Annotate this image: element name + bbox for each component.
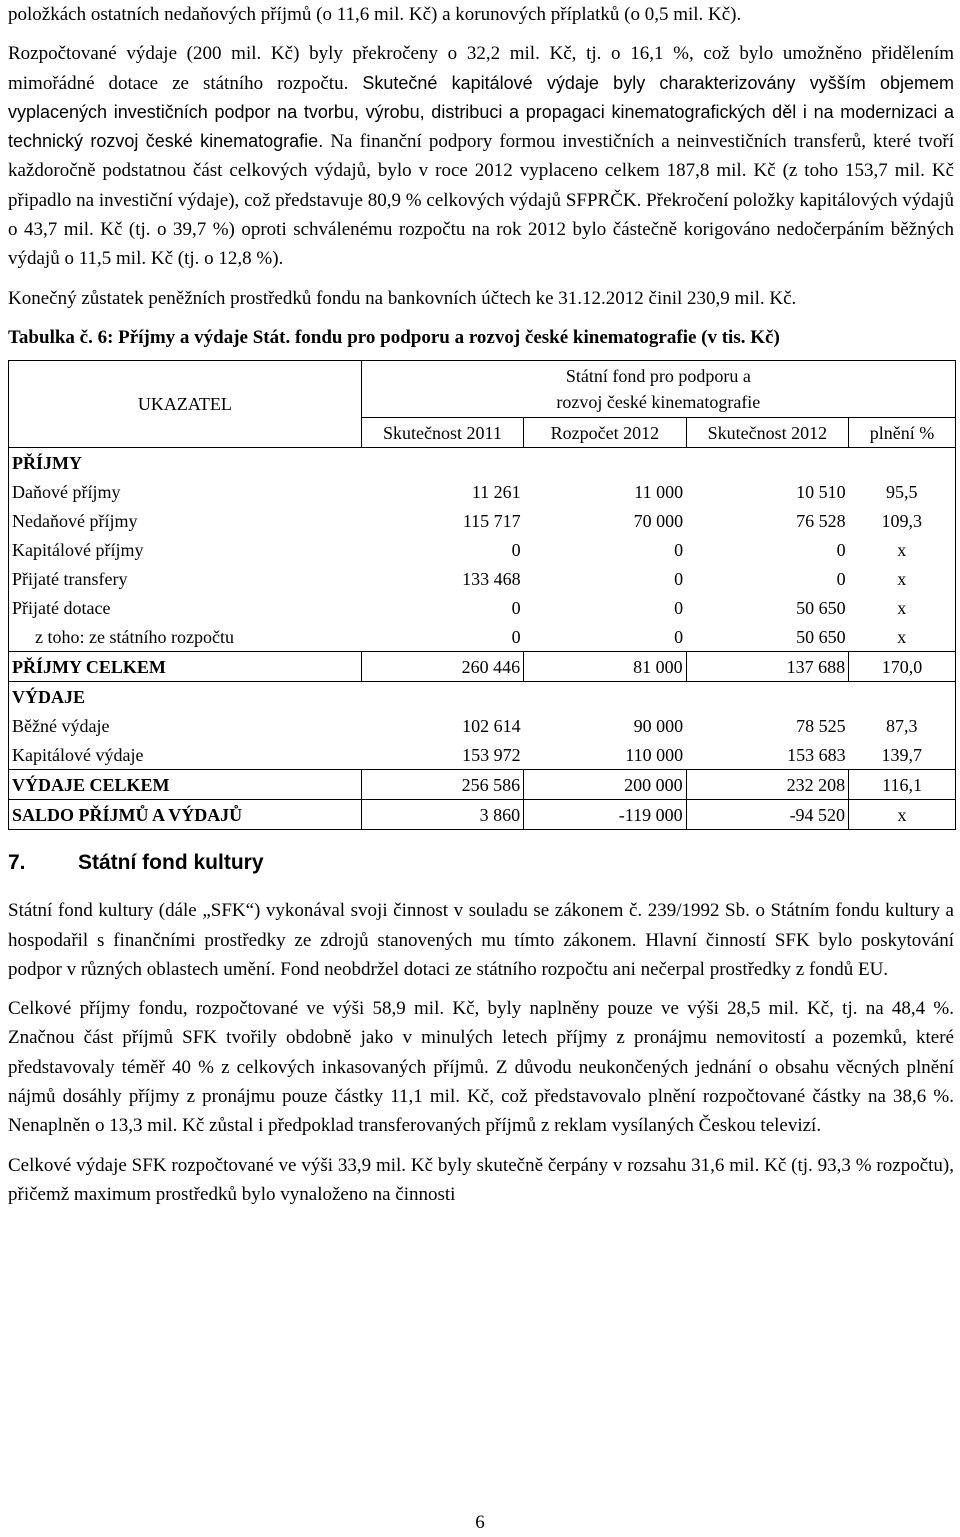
row-label: PŘÍJMY CELKEM [9, 652, 362, 682]
table-row [9, 506, 956, 535]
cell-value: 87,3 [849, 711, 956, 740]
page-number: 6 [475, 1512, 485, 1533]
cell-value: 11 000 [634, 482, 684, 503]
cell-value: 116,1 [849, 770, 956, 800]
cell-value: 232 208 [686, 770, 848, 800]
paragraph-expenses [8, 39, 954, 273]
table-row [9, 593, 956, 622]
row-label: Kapitálové výdaje [9, 740, 362, 770]
cell-value: 0 [511, 540, 521, 561]
row-label: VÝDAJE CELKEM [9, 770, 362, 800]
indicator-header: UKAZATEL [9, 361, 362, 448]
paragraph-expenses-capital: Skutečné kapitálové výdaje byly charakterizovány vyšším objemem vyplacených investičních podpor na tvorbu, výrobu, distribuci a propagaci kinematografických děl i na modernizaci a technický rozvoj české kinematografie. [8, 72, 954, 152]
table-row [9, 564, 956, 593]
cell-value: 0 [511, 598, 521, 619]
section-row-expenses [9, 682, 956, 712]
row-label: Daňové příjmy [9, 477, 362, 506]
cell-value: 50 650 [796, 627, 846, 648]
row-label: Nedaňové příjmy [9, 506, 362, 535]
income-expense-table [8, 360, 956, 830]
table-row [9, 535, 956, 564]
cell-value: 109,3 [849, 506, 956, 535]
section-heading [8, 848, 954, 878]
cell-value: 11 261 [471, 482, 521, 503]
table-row [9, 622, 956, 652]
cell-value: 3 860 [361, 800, 523, 830]
total-row-expenses [9, 770, 956, 800]
row-label: z toho: ze státního rozpočtu [9, 622, 362, 652]
cell-value: 0 [674, 540, 684, 561]
cell-value: -119 000 [524, 800, 686, 830]
table-caption: Tabulka č. 6: Příjmy a výdaje Stát. fondu pro podporu a rozvoj české kinematografie (v tis. Kč) [8, 326, 780, 348]
column-header: Skutečnost 2012 [686, 418, 848, 448]
paragraph-final-balance: Konečný zůstatek peněžních prostředků fondu na bankovních účtech ke 31.12.2012 činil 230,9 mil. Kč. [8, 287, 797, 309]
cell-value: 95,5 [849, 477, 956, 506]
column-header: plnění % [849, 418, 956, 448]
cell-value: 115 717 [462, 511, 521, 532]
cell-value: -94 520 [686, 800, 848, 830]
total-row-income [9, 652, 956, 682]
cell-value: 81 000 [524, 652, 686, 682]
cell-value: 50 650 [796, 598, 846, 619]
cell-value: x [849, 800, 956, 830]
cell-value: x [849, 593, 956, 622]
cell-value: 110 000 [625, 745, 684, 766]
cell-value: 78 525 [796, 716, 846, 737]
cell-value: 0 [674, 569, 684, 590]
cell-value: 133 468 [462, 569, 521, 590]
cell-value: 139,7 [849, 740, 956, 770]
cell-value: 0 [674, 598, 684, 619]
cell-value: 200 000 [524, 770, 686, 800]
paragraph-expenses-budget: Rozpočtované výdaje (200 mil. Kč) byly překročeny o 32,2 mil. Kč, tj. o 16,1 %, což bylo umožněno přidělením mimořádné dotace ze státního rozpočtu. [8, 43, 954, 94]
cell-value: 102 614 [462, 716, 521, 737]
fund-group-header [361, 361, 955, 418]
row-label: Přijaté dotace [9, 593, 362, 622]
cell-value: x [849, 622, 956, 652]
cell-value: x [849, 564, 956, 593]
row-label: Běžné výdaje [9, 711, 362, 740]
cell-value: 0 [511, 627, 521, 648]
section-label: PŘÍJMY [9, 448, 362, 478]
cell-value: 0 [836, 569, 846, 590]
fund-group-header-line2: rozvoj české kinematografie [556, 392, 761, 413]
cell-value: 0 [674, 627, 684, 648]
cell-value: 256 586 [361, 770, 523, 800]
row-label: SALDO PŘÍJMŮ A VÝDAJŮ [9, 800, 362, 830]
column-header: Skutečnost 2011 [361, 418, 523, 448]
paragraph-sfk-income: Celkové příjmy fondu, rozpočtované ve výši 58,9 mil. Kč, byly naplněny pouze ve výši 28,5 mil. Kč, tj. na 48,4 %. Značnou část příjmů SFK tvořily obdobně jako v minulých letech příjmy z pronájmu nemovitostí a pozemků, které představovaly téměř 40 % z celkových inkasovaných příjmů. Z důvodu neukončených jednání o obsahu věcných plnění nájmů dosáhly příjmy z pronájmu pouze částky 11,1 mil. Kč, což představovalo plnění rozpočtované částky na 38,6 %. Nenaplněn o 13,3 mil. Kč zůstal i předpoklad transferovaných příjmů z reklam vysílaných Českou televizí. [8, 998, 954, 1137]
cell-value: 137 688 [686, 652, 848, 682]
cell-value: x [849, 535, 956, 564]
row-label: Přijaté transfery [9, 564, 362, 593]
table-row [9, 477, 956, 506]
cell-value: 70 000 [633, 511, 684, 532]
section-title: Státní fond kultury [78, 851, 264, 875]
table-row [9, 711, 956, 740]
paragraph-sfk-intro: Státní fond kultury (dále „SFK“) vykonával svoji činnost v souladu se zákonem č. 239/1992 Sb. o Státním fondu kultury a hospodařil s finančními prostředky ze zdrojů stanovených mu tímto zákonem. Hlavní činností SFK bylo poskytování podpor v různých oblastech umění. Fond neobdržel dotaci ze státního rozpočtu ani nečerpal prostředky z fondů EU. [8, 900, 954, 980]
cell-value: 170,0 [849, 652, 956, 682]
table-row [9, 740, 956, 770]
paragraph-income-items: položkách ostatních nedaňových příjmů (o 11,6 mil. Kč) a korunových příplatků (o 0,5 mil. Kč). [8, 4, 742, 25]
section-label: VÝDAJE [9, 682, 362, 712]
cell-value: 10 510 [796, 482, 846, 503]
cell-value: 90 000 [633, 716, 684, 737]
document-page [8, 0, 954, 1209]
cell-value: 76 528 [796, 511, 846, 532]
cell-value: 153 972 [462, 745, 521, 766]
cell-value: 0 [836, 540, 846, 561]
table-header-row [9, 361, 956, 418]
fund-group-header-line1: Státní fond pro podporu a [565, 366, 751, 387]
section-number: 7. [8, 851, 26, 875]
cell-value: 260 446 [361, 652, 523, 682]
row-label: Kapitálové příjmy [9, 535, 362, 564]
balance-row [9, 800, 956, 830]
section-row-income [9, 448, 956, 478]
paragraph-expenses-transfers: Na finanční podpory formou investičních a neinvestičních transferů, které tvoří každoročně podstatnou část celkových výdajů, bylo v roce 2012 vyplaceno celkem 187,8 mil. Kč (z toho 153,7 mil. Kč připadlo na investiční výdaje), což představuje 80,9 % celkových výdajů SFPRČK. Překročení položky kapitálových výdajů o 43,7 mil. Kč (tj. o 39,7 %) oproti schválenému rozpočtu na rok 2012 bylo částečně korigováno nedočerpáním běžných výdajů o 11,5 mil. Kč (tj. o 12,8 %). [8, 131, 955, 270]
cell-value: 153 683 [787, 745, 846, 766]
paragraph-sfk-expenses: Celkové výdaje SFK rozpočtované ve výši 33,9 mil. Kč byly skutečně čerpány v rozsahu 31,6 mil. Kč (tj. 93,3 % rozpočtu), přičemž maximum prostředků bylo vynaloženo na činnosti [8, 1154, 954, 1205]
column-header: Rozpočet 2012 [524, 418, 686, 448]
